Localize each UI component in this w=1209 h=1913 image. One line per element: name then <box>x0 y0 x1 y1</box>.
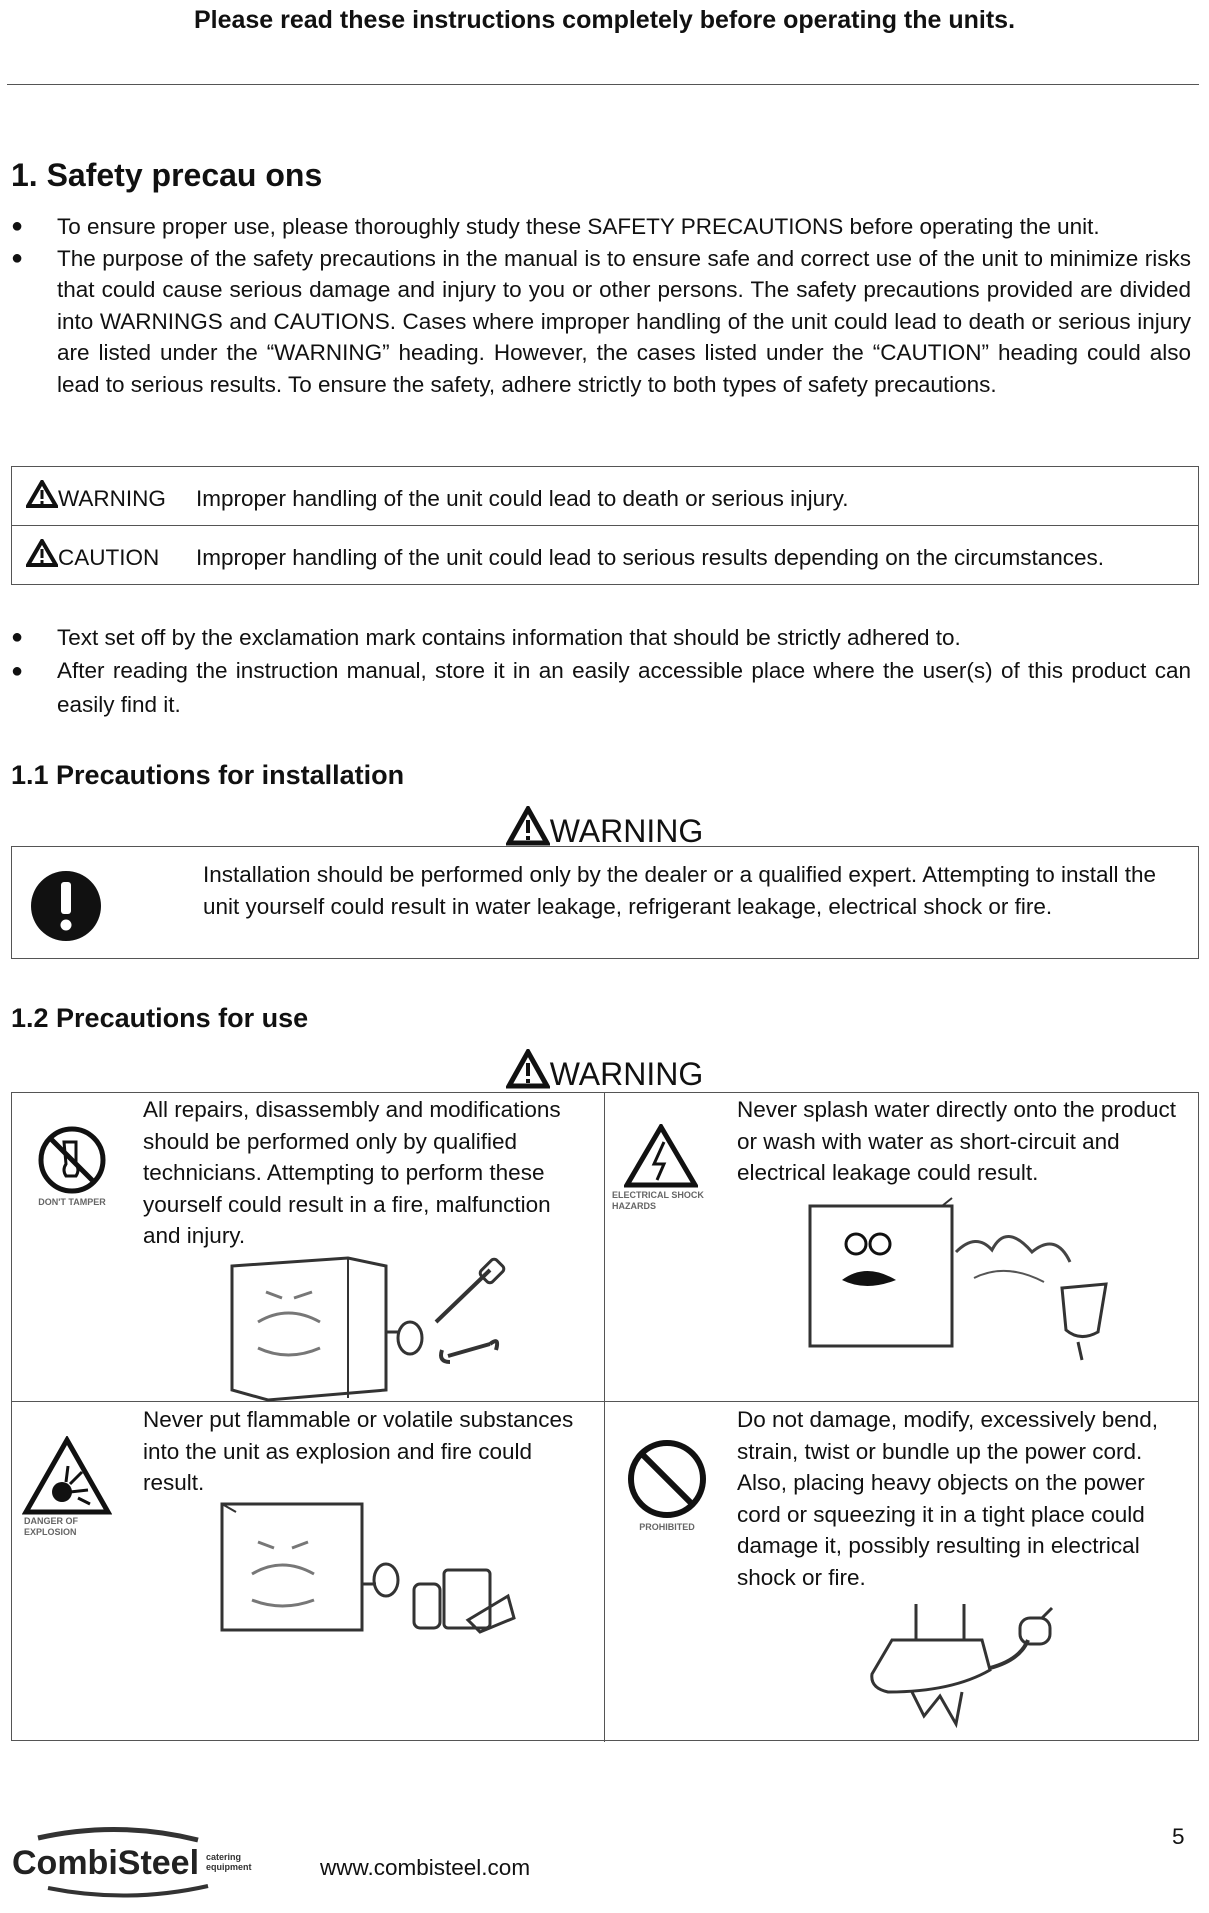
after-bullet-list <box>11 622 1191 722</box>
list-item: ● To ensure proper use, please thoroughly study these SAFETY PRECAUTIONS before operating the unit. <box>11 214 1100 239</box>
water-splash-illustration <box>806 1192 1126 1362</box>
legend-label-caution: CAUTION <box>58 545 160 570</box>
legend-row-warning <box>12 467 1199 526</box>
logo-sub: catering equipment <box>206 1852 252 1872</box>
installation-title: 1.1 Precautions for installation <box>11 760 405 790</box>
electrical-shock-icon <box>624 1124 698 1188</box>
warning-text-flammable: Never put flammable or volatile substances into the unit as explosion and fire could result. <box>143 1407 574 1495</box>
warning-triangle-icon <box>506 1049 550 1089</box>
section-title: 1. Safety precau ons <box>11 157 323 193</box>
flammable-substances-illustration <box>218 1500 518 1640</box>
explosion-danger-icon <box>22 1436 112 1516</box>
warning-caution-legend <box>11 466 1199 585</box>
dont-tamper-icon <box>36 1124 108 1196</box>
symbol-label: ELECTRICAL SHOCK HAZARDS <box>612 1190 704 1211</box>
symbol-label: DON'T TAMPER <box>38 1197 106 1207</box>
warning-text-power-cord: Do not damage, modify, excessively bend, strain, twist or bundle up the power cord. Also, placing heavy objects on the power cord or squeezing it in a tight place could damage it, possibly resulting in electrical shock or fire. <box>737 1407 1159 1590</box>
symbol-label: DANGER OF EXPLOSION <box>24 1516 78 1537</box>
list-item: ● After reading the instruction manual, store it in an easily accessible place where the user(s) of this product can easily find it. <box>11 657 1191 717</box>
grid-divider-vertical <box>604 1092 605 1742</box>
warning-triangle-icon <box>506 806 550 846</box>
logo-text: CombiSteel <box>12 1844 200 1882</box>
installation-warning-heading: WARNING <box>0 806 1209 850</box>
prohibited-icon <box>626 1438 708 1520</box>
stepping-on-cord-illustration <box>852 1600 1072 1730</box>
list-item: ● The purpose of the safety precautions in the manual is to ensure safe and correct use of the unit to minimize risks that could cause serious damage and injury to you or other persons. The safety precautions provided are divided into WARNINGS and CAUTIONS. Cases where improper handling of the unit could lead to death or serious injury are listed under the “WARNING” heading. However, the cases listed under the “CAUTION” heading could also lead to serious results. To ensure the safety, adhere strictly to both types of safety precautions. <box>11 245 1191 397</box>
legend-text-caution: Improper handling of the unit could lead to serious results depending on the circumstances. <box>196 545 1105 570</box>
legend-label-warning: WARNING <box>58 486 166 511</box>
warning-text-water: Never splash water directly onto the product or wash with water as short-circuit and electrical leakage could result. <box>737 1097 1176 1185</box>
list-item: ● Text set off by the exclamation mark contains information that should be strictly adhered to. <box>11 625 961 650</box>
use-warning-heading: WARNING <box>0 1049 1209 1093</box>
grid-divider-horizontal <box>11 1401 1199 1402</box>
warning-triangle-icon <box>26 539 58 567</box>
exclamation-circle-icon <box>29 869 103 943</box>
installation-warning-box <box>11 846 1199 959</box>
combisteel-logo <box>8 1824 288 1904</box>
page-number: 5 <box>1172 1824 1185 1849</box>
page-header-notice: Please read these instructions completely before operating the units. <box>193 6 1016 34</box>
warning-text-repairs: All repairs, disassembly and modifications should be performed only by qualified technicians. Attempting to perform these yourself could result in a fire, malfunction and injury. <box>143 1097 561 1248</box>
use-title: 1.2 Precautions for use <box>11 1003 309 1033</box>
footer-url[interactable]: www.combisteel.com <box>320 1855 531 1880</box>
installation-warning-text: Installation should be performed only by the dealer or a qualified expert. Attempting to install the unit yourself could result in water leakage, refrigerant leakage, electrical shock or fire. <box>203 862 1157 919</box>
header-divider <box>7 84 1199 85</box>
legend-text-warning: Improper handling of the unit could lead to death or serious injury. <box>196 486 849 511</box>
legend-row-caution <box>12 526 1199 585</box>
angry-unit-tools-illustration <box>228 1252 508 1402</box>
symbol-label: PROHIBITED <box>639 1522 695 1532</box>
warning-triangle-icon <box>26 480 58 508</box>
intro-bullet-list <box>11 211 1191 400</box>
